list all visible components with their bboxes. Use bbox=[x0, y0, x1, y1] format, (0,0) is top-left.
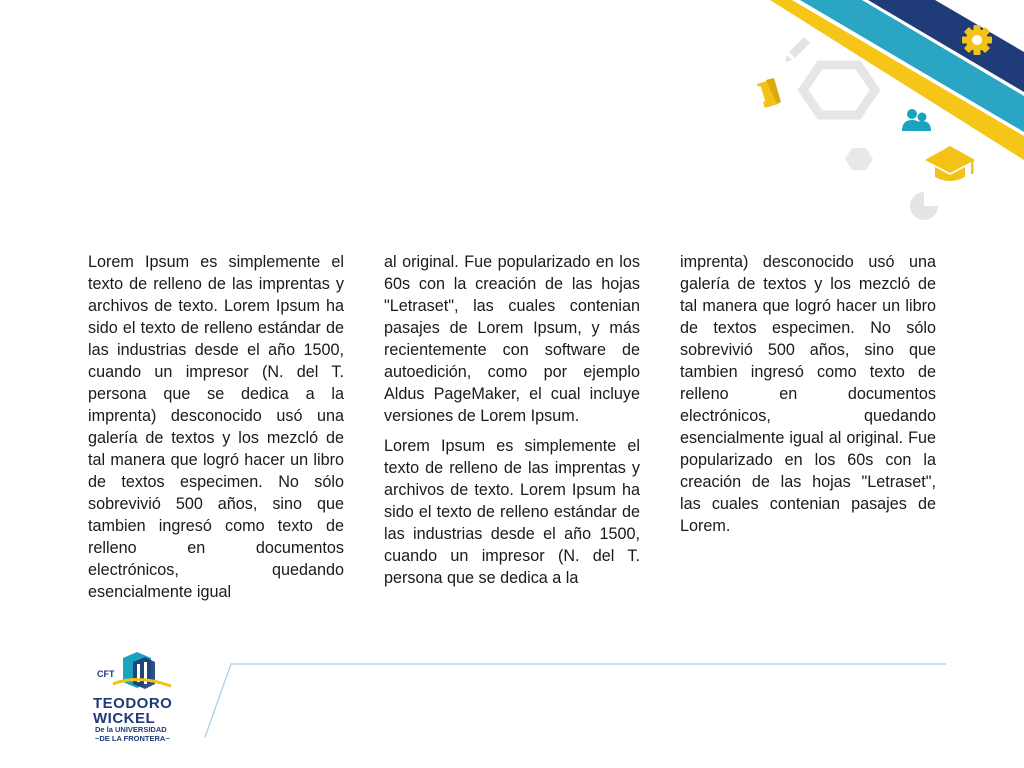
text-column-2 bbox=[384, 251, 640, 597]
graduation-cap-icon bbox=[925, 146, 975, 181]
text-column-1 bbox=[88, 251, 344, 611]
hexagon-icon bbox=[803, 65, 875, 115]
logo-subtitle bbox=[95, 726, 185, 743]
logo-sub-2: ~DE LA FRONTERA~ bbox=[95, 733, 170, 743]
logo-prefix: CFT bbox=[97, 669, 115, 679]
paragraph: al original. Fue popularizado en los 60s con la creación de las hojas "Letraset", las cuales contenian pasajes de Lorem Ipsum, y más recientemente con software de autoedición, como por ejemplo Aldus PageMaker, el cual incluye versiones de Lorem Ipsum. bbox=[384, 253, 640, 425]
paragraph: Lorem Ipsum es simplemente el texto de relleno de las imprentas y archivos de texto. Lorem Ipsum ha sido el texto de relleno estándar de las industrias desde el año 1500, cuando un impresor (N. del T. persona que se dedica a la bbox=[384, 437, 640, 587]
book-icon bbox=[757, 78, 781, 108]
logo-name bbox=[93, 696, 183, 726]
pie-chart-icon bbox=[910, 192, 938, 220]
small-hexagon-icon bbox=[845, 148, 873, 170]
cft-teodoro-wickel-logo bbox=[93, 652, 183, 752]
logo-sub-1: De la UNIVERSIDAD bbox=[95, 725, 167, 734]
logo-line-2: WICKEL bbox=[93, 710, 156, 727]
users-icon bbox=[902, 109, 931, 131]
pencil-icon bbox=[785, 37, 810, 62]
paragraph: imprenta) desconocido usó una galería de textos y los mezcló de tal manera que logró hacer un libro de textos especimen. No sólo sobrevivió 500 años, sino que tambien ingresó como texto de relleno en documentos electrónicos, quedando esencialmente igual al original. Fue popularizado en los 60s con la creación de las hojas "Letraset", las cuales contenian pasajes de Lorem. bbox=[680, 253, 936, 535]
paragraph: Lorem Ipsum es simplemente el texto de relleno de las imprentas y archivos de texto. Lorem Ipsum ha sido el texto de relleno estándar de las industrias desde el año 1500, cuando un impresor (N. del T. persona que se dedica a la imprenta) desconocido usó una galería de textos y los mezcló de tal manera que logró hacer un libro de textos especimen. No sólo sobrevivió 500 años, sino que tambien ingresó como texto de relleno en documentos electrónicos, quedando esencialmente igual bbox=[88, 253, 344, 601]
gear-icon bbox=[962, 25, 992, 55]
logo-line-1: TEODORO bbox=[93, 695, 173, 712]
footer-divider bbox=[205, 664, 946, 737]
text-column-3 bbox=[680, 251, 936, 545]
